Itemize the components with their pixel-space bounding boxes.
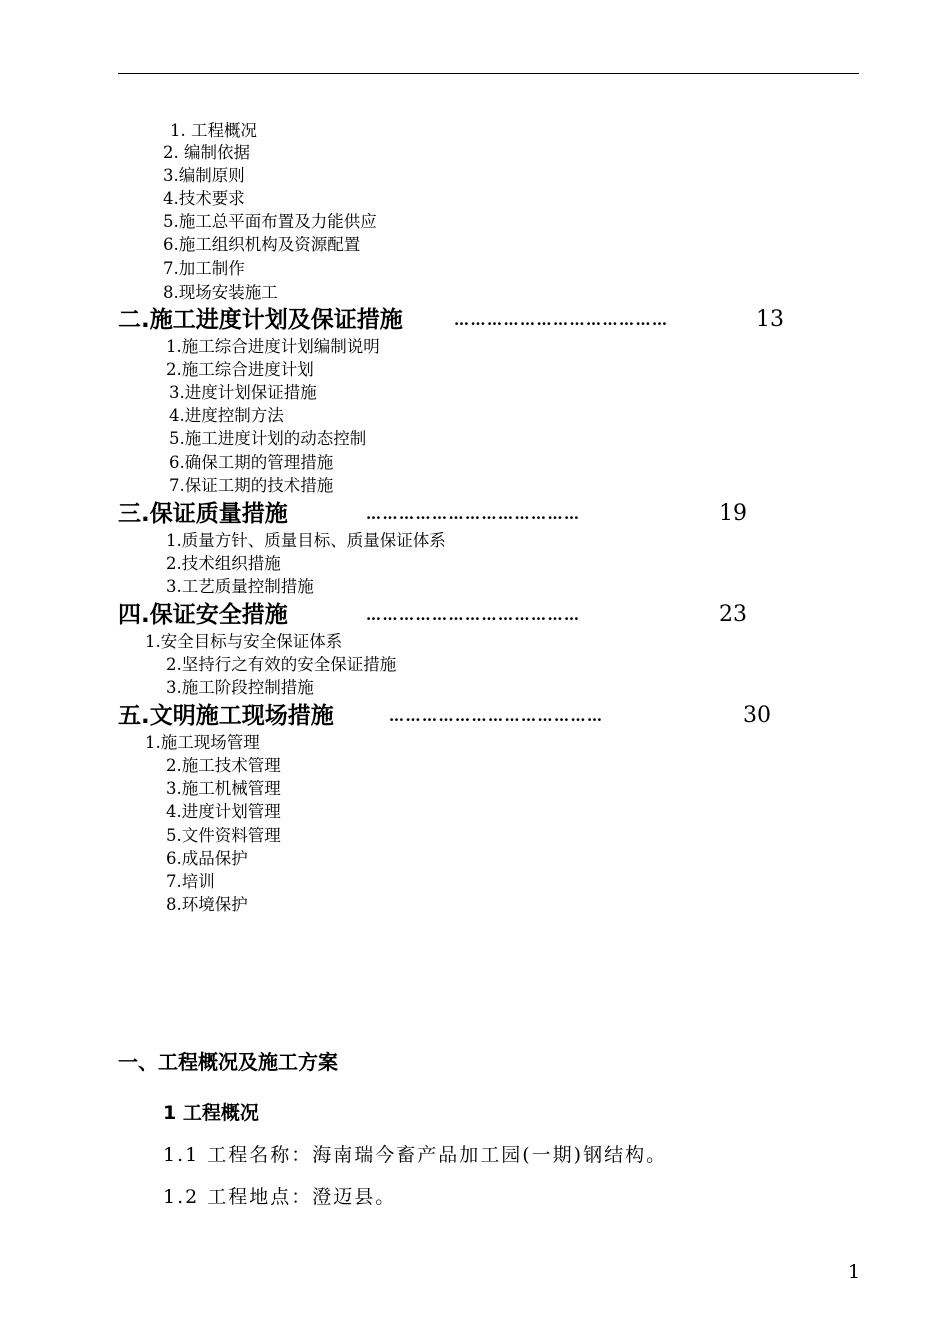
toc-page-number: 30 [743,703,771,728]
toc-leader-dots: ………………………………… [366,505,581,523]
header-rule [118,73,859,74]
toc-heading-section4[interactable]: 四.保证安全措施 [118,602,288,628]
toc-item[interactable]: 7.加工制作 [163,259,245,278]
toc-item[interactable]: 7.保证工期的技术措施 [169,476,334,495]
subsection-heading: 1 工程概况 [163,1102,259,1124]
toc-item[interactable]: 8.现场安装施工 [163,283,278,302]
toc-item[interactable]: 1.施工综合进度计划编制说明 [166,337,380,356]
toc-item[interactable]: 1.质量方针、质量目标、质量保证体系 [166,531,446,550]
toc-item[interactable]: 1. 工程概况 [170,121,257,140]
toc-item[interactable]: 6.确保工期的管理措施 [169,453,334,472]
toc-item[interactable]: 8.环境保护 [166,895,248,914]
toc-item[interactable]: 5.文件资料管理 [166,826,281,845]
toc-item[interactable]: 2.坚持行之有效的安全保证措施 [166,655,397,674]
toc-leader-dots: ………………………………… [389,707,604,725]
body-paragraph: 1.1 工程名称：海南瑞今畜产品加工园(一期)钢结构。 [163,1144,668,1166]
toc-item[interactable]: 2.施工综合进度计划 [166,360,314,379]
toc-item[interactable]: 4.技术要求 [163,189,245,208]
toc-heading-section2[interactable]: 二.施工进度计划及保证措施 [118,307,403,333]
toc-leader-dots: ………………………………… [366,606,581,624]
toc-heading-section3[interactable]: 三.保证质量措施 [118,501,288,527]
toc-item[interactable]: 3.工艺质量控制措施 [166,577,314,596]
toc-item[interactable]: 6.施工组织机构及资源配置 [163,235,361,254]
toc-item[interactable]: 3.施工机械管理 [166,779,281,798]
section-heading: 一、工程概况及施工方案 [118,1050,338,1074]
toc-item[interactable]: 5.施工进度计划的动态控制 [169,429,367,448]
toc-item[interactable]: 1.施工现场管理 [145,733,260,752]
toc-heading-section5[interactable]: 五.文明施工现场措施 [118,703,334,729]
toc-item[interactable]: 5.施工总平面布置及力能供应 [163,212,377,231]
body-paragraph: 1.2 工程地点：澄迈县。 [163,1186,397,1208]
toc-item[interactable]: 7.培训 [166,872,215,891]
toc-item[interactable]: 2. 编制依据 [163,143,250,162]
toc-page-number: 13 [756,307,784,332]
toc-page-number: 19 [719,501,747,526]
page-number: 1 [848,1261,861,1283]
toc-item[interactable]: 2.施工技术管理 [166,756,281,775]
toc-item[interactable]: 4.进度控制方法 [169,406,284,425]
toc-item[interactable]: 1.安全目标与安全保证体系 [145,632,343,651]
toc-item[interactable]: 3.进度计划保证措施 [169,383,317,402]
toc-leader-dots: ………………………………… [454,311,669,329]
toc-item[interactable]: 3.编制原则 [163,166,245,185]
toc-item[interactable]: 2.技术组织措施 [166,554,281,573]
toc-page-number: 23 [719,602,747,627]
toc-item[interactable]: 3.施工阶段控制措施 [166,678,314,697]
toc-item[interactable]: 6.成品保护 [166,849,248,868]
toc-item[interactable]: 4.进度计划管理 [166,802,281,821]
